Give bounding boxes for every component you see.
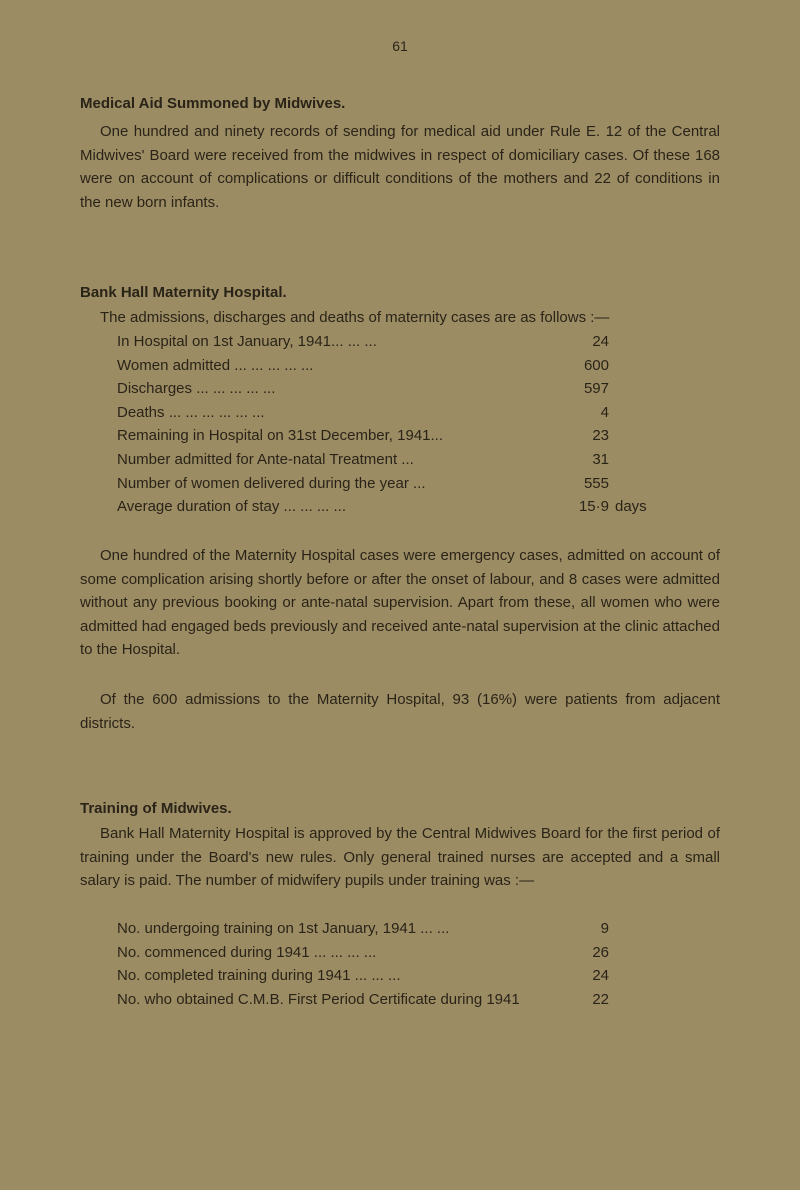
page-number: 61 <box>392 38 408 54</box>
row-label: Discharges ... ... ... ... ... <box>117 380 276 398</box>
row-label: No. undergoing training on 1st January, 1941 ... ... <box>117 920 450 937</box>
row-value: 555 <box>583 474 609 492</box>
heading-training: Training of Midwives. <box>80 800 232 817</box>
table-row <box>117 330 677 354</box>
paragraph-emergency-cases <box>80 544 720 662</box>
paragraph-admissions-intro <box>80 306 720 330</box>
row-value: 24 <box>592 967 609 985</box>
row-value: 22 <box>592 990 609 1008</box>
table-row <box>117 495 677 519</box>
row-label: Remaining in Hospital on 31st December, 1941... <box>117 427 444 445</box>
row-label: Number of women delivered during the year ... <box>117 474 426 492</box>
paragraph-training <box>80 822 720 893</box>
row-label: Deaths ... ... ... ... ... ... <box>117 403 265 421</box>
table-row <box>117 472 677 496</box>
paragraph-text: One hundred of the Maternity Hospital cases were emergency cases, admitted on account of some complication arising shortly before or after the onset of labour, and 8 cases were admitted without any previous booking or ante-natal supervision. Apart from these, all women who were admitted had engaged beds previously and received ante-natal supervision at the clinic attached to the Hospital. <box>80 547 720 659</box>
paragraph-text: Bank Hall Maternity Hospital is approved by the Central Midwives Board for the first period of training under the Board's new rules. Only general trained nurses are accepted and a small salary is paid. The number of midwifery pupils under training was :— <box>80 825 720 890</box>
table-row <box>117 448 677 472</box>
table-row <box>117 377 677 401</box>
paragraph-text: One hundred and ninety records of sending for medical aid under Rule E. 12 of the Central Midwives' Board were received from the midwives in respect of domiciliary cases. Of these 168 were on account of complications or difficult conditions of the mothers and 22 of conditions in the new born infants. <box>80 123 720 211</box>
paragraph-text: The admissions, discharges and deaths of maternity cases are as follows :— <box>100 309 610 326</box>
row-value: 26 <box>592 943 609 961</box>
row-label: Average duration of stay ... ... ... ... <box>117 498 347 516</box>
paragraph-text: Of the 600 admissions to the Maternity Hospital, 93 (16%) were patients from adjacent districts. <box>80 691 720 732</box>
row-value: 9 <box>600 920 609 937</box>
row-value: 597 <box>583 380 609 398</box>
row-label: Women admitted ... ... ... ... ... <box>117 356 314 374</box>
row-value: 4 <box>600 403 609 421</box>
row-value: 31 <box>592 450 609 468</box>
row-value: 23 <box>592 427 609 445</box>
table-row <box>117 941 677 965</box>
paragraph-medical-aid <box>80 120 720 214</box>
row-value: 15·9 <box>578 498 609 516</box>
row-value: 24 <box>592 333 609 350</box>
table-row <box>117 354 677 378</box>
row-label: No. completed training during 1941 ... ... ... <box>117 967 401 985</box>
table-row <box>117 964 677 988</box>
row-unit: days <box>615 498 647 516</box>
admissions-table <box>117 330 677 519</box>
table-row <box>117 424 677 448</box>
row-label: No. who obtained C.M.B. First Period Certificate during 1941 <box>117 990 520 1008</box>
table-row <box>117 917 677 941</box>
row-label: No. commenced during 1941 ... ... ... ... <box>117 943 377 961</box>
paragraph-adjacent-districts <box>80 688 720 735</box>
training-table <box>117 917 677 1011</box>
row-label: Number admitted for Ante-natal Treatment ... <box>117 450 414 468</box>
table-row <box>117 988 677 1012</box>
heading-bank-hall: Bank Hall Maternity Hospital. <box>80 284 287 301</box>
row-label: In Hospital on 1st January, 1941... ... ... <box>117 333 377 350</box>
table-row <box>117 401 677 425</box>
row-value: 600 <box>583 356 609 374</box>
heading-medical-aid: Medical Aid Summoned by Midwives. <box>80 95 346 112</box>
